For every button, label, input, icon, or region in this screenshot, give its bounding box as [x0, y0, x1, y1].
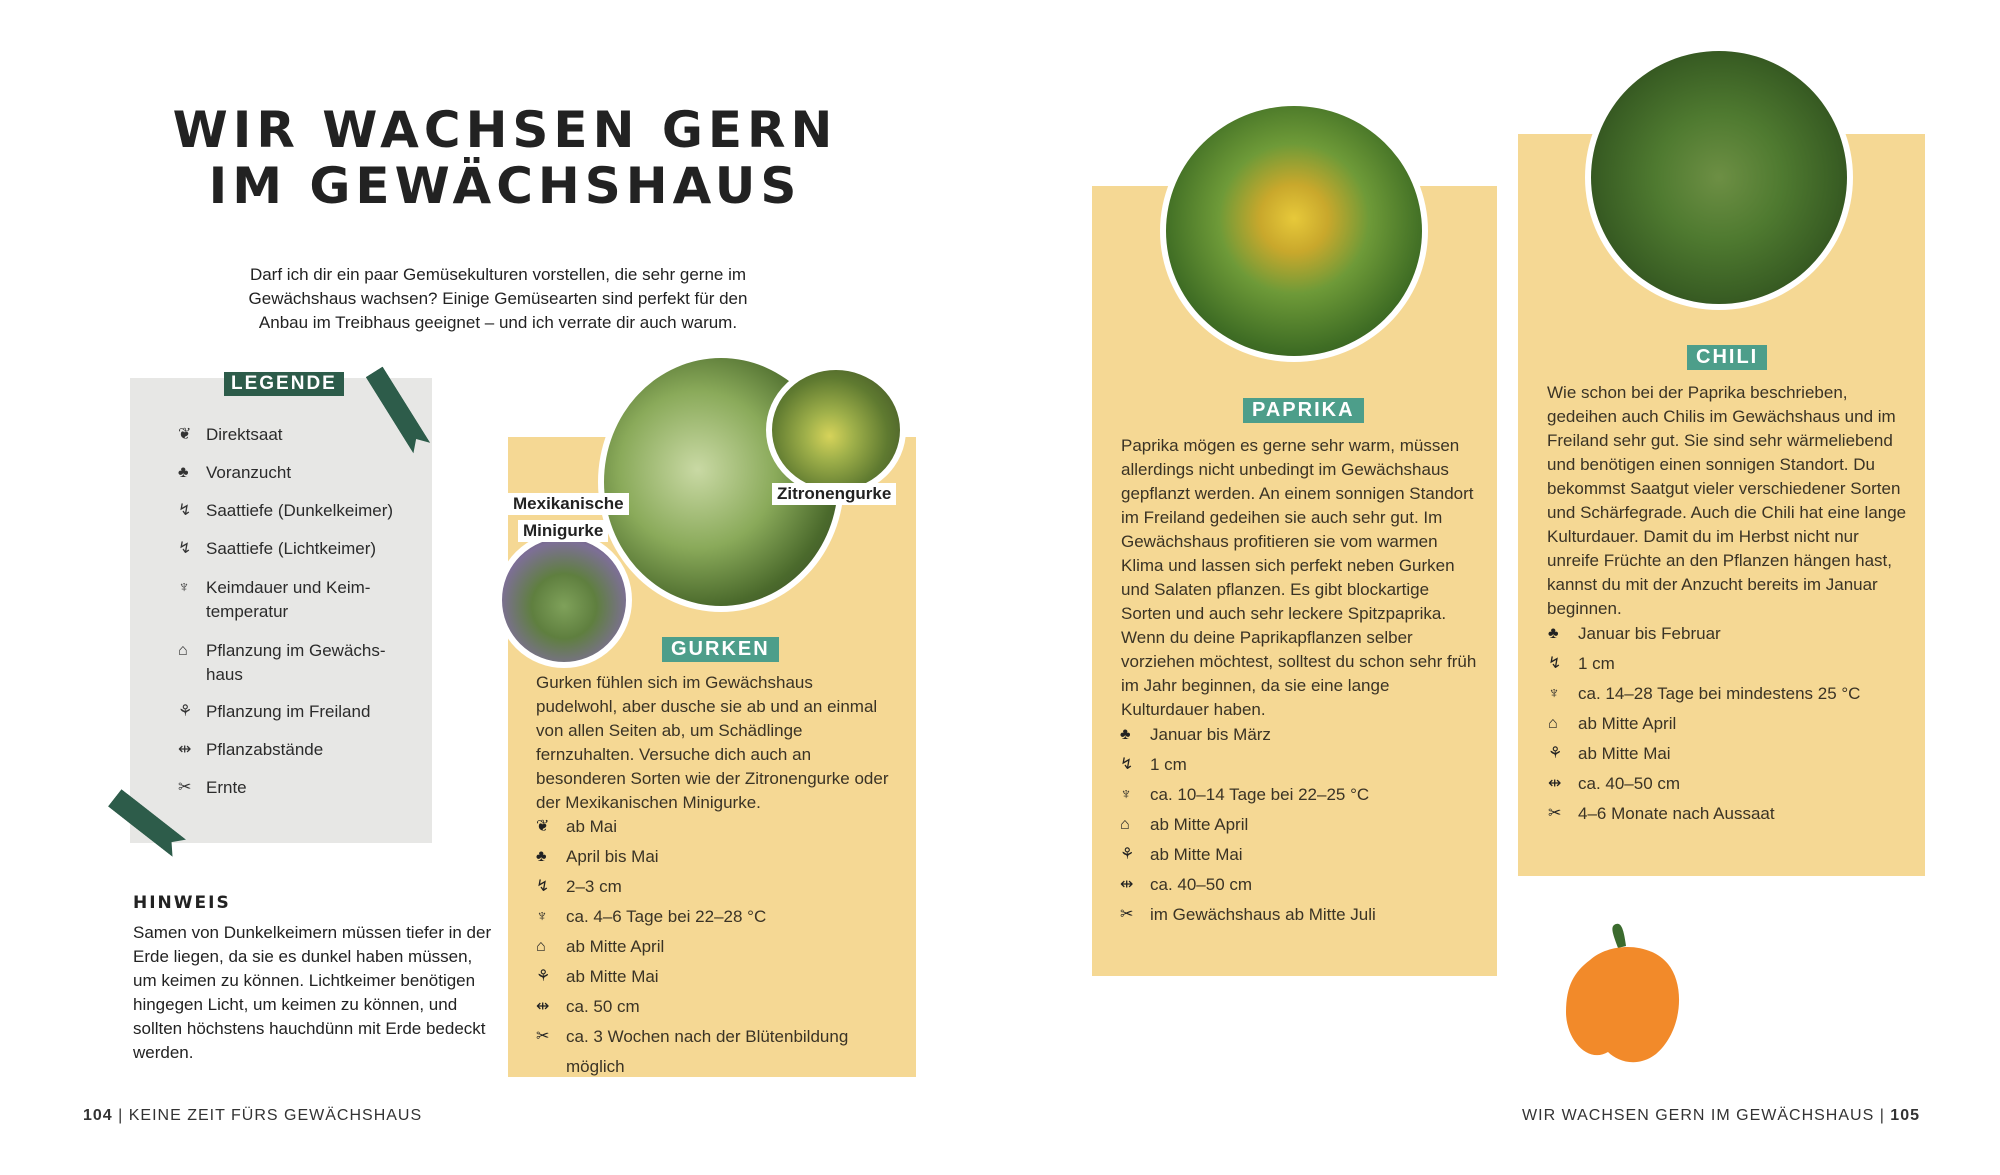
legend-item-pflanzabstaende: ⇹ Pflanzabstände [178, 738, 418, 762]
fact-row: ✂ im Gewächshaus ab Mitte Juli [1120, 900, 1485, 930]
keimdauer-icon: ♆ [536, 908, 548, 925]
footer-right: WIR WACHSEN GERN IM GEWÄCHSHAUS | 105 [1522, 1107, 1920, 1124]
voranzucht-icon: ♣ [1120, 726, 1131, 743]
ernte-icon: ✂ [178, 779, 192, 796]
footer-left-text: KEINE ZEIT FÜRS GEWÄCHSHAUS [128, 1107, 423, 1124]
pflanzung-gewaechshaus-icon: ⌂ [536, 938, 546, 955]
pflanzabstaende-icon: ⇹ [1548, 775, 1562, 792]
legend-item-pflanzung-freiland: ⚘ Pflanzung im Freiland [178, 700, 418, 724]
pflanzabstaende-icon: ⇹ [1120, 876, 1134, 893]
legend-item-saattiefe-dunkel: ↯ Saattiefe (Dunkelkeimer) [178, 499, 418, 523]
paprika-photo [1160, 100, 1428, 362]
pflanzung-freiland-icon: ⚘ [1548, 745, 1563, 762]
ernte-icon: ✂ [1120, 906, 1134, 923]
legend-title: LEGENDE [224, 372, 344, 396]
paprika-label: PAPRIKA [1243, 398, 1364, 423]
fact-row: ✂ 4–6 Monate nach Aussaat [1548, 799, 1918, 829]
ernte-icon: ✂ [536, 1028, 550, 1045]
fact-row: ⚘ ab Mitte Mai [536, 962, 906, 992]
chili-text: Wie schon bei der Paprika beschrieben, gedeihen auch Chilis im Gewächshaus und im Freiland sehr gut. Sie sind sehr wärmeliebend und benötigen einen sonnigen Standort. Du bekommst Saatgut vieler verschiedener Sorten und Schärfegrade. Auch die Chili hat eine lange Kulturdauer. Damit du im Herbst nicht nur unreife Früchte an den Pflanzen hängen hast, kannst du mit der Anzucht bereits im Januar beginnen. [1547, 383, 1907, 618]
page-title-line2: IM GEWÄCHSHAUS [208, 157, 802, 215]
keimdauer-icon: ♆ [1548, 685, 1560, 702]
voranzucht-icon: ♣ [178, 464, 189, 481]
keimdauer-icon: ♆ [178, 579, 190, 596]
gurken-facts [536, 812, 906, 1082]
photo-label-mexikanische: Mexikanische [508, 493, 629, 515]
fact-row: ⚘ ab Mitte Mai [1548, 739, 1918, 769]
paprika-text: Paprika mögen es gerne sehr warm, müssen allerdings nicht unbedingt im Gewächshaus gepflanzt werden. An einem sonnigen Standort im Freiland gedeihen sie auch sehr gut. Im Gewächshaus profitieren sie vom warmen Klima und lassen sich perfekt neben Gurken und Salaten pflanzen. Es gibt blockartige Sorten und auch sehr leckere Spitzpaprika. Wenn du deine Paprikapflanzen selber vorziehen möchtest, solltest du schon sehr früh im Jahr beginnen, da sie eine lange Kulturdauer haben. [1121, 436, 1477, 719]
fact-row: ⚘ ab Mitte Mai [1120, 840, 1485, 870]
pflanzung-gewaechshaus-icon: ⌂ [1120, 816, 1130, 833]
saattiefe-dunkel-icon: ↯ [536, 878, 550, 895]
saattiefe-licht-icon: ↯ [178, 540, 192, 557]
paprika-facts [1120, 720, 1485, 930]
voranzucht-icon: ♣ [1548, 625, 1559, 642]
voranzucht-icon: ♣ [536, 848, 547, 865]
fact-row: ↯ 1 cm [1548, 649, 1918, 679]
fact-row: ♣ Januar bis März [1120, 720, 1485, 750]
pflanzung-freiland-icon: ⚘ [1120, 846, 1135, 863]
pflanzabstaende-icon: ⇹ [178, 741, 192, 758]
keimdauer-icon: ♆ [1120, 786, 1132, 803]
fact-row: ♆ ca. 14–28 Tage bei mindestens 25 °C [1548, 679, 1918, 709]
page-title [150, 102, 860, 214]
hinweis-text: Samen von Dunkelkeimern müssen tiefer in der Erde liegen, da sie es dunkel haben müssen, um keimen zu können. Lichtkeimer benötigen hingegen Licht, um keimen zu können, und sollten höchstens hauchdünn mit Erde bedeckt werden. [133, 923, 492, 1062]
saattiefe-dunkel-icon: ↯ [1120, 756, 1134, 773]
fact-row: ✂ ca. 3 Wochen nach der Blütenbildung möglich [536, 1022, 906, 1082]
gurken-text: Gurken fühlen sich im Gewächshaus pudelwohl, aber dusche sie ab und an einmal von allen Seiten ab, um Schädlinge fernzuhalten. Versuche dich auch an besonderen Sorten wie der Zitronengurke oder der Mexikanischen Minigurke. [536, 673, 889, 812]
pflanzung-freiland-icon: ⚘ [536, 968, 551, 985]
saattiefe-dunkel-icon: ↯ [1548, 655, 1562, 672]
fact-row: ♆ ca. 10–14 Tage bei 22–25 °C [1120, 780, 1485, 810]
chili-photo [1585, 45, 1853, 310]
zitronengurke-photo [766, 364, 906, 496]
ernte-icon: ✂ [1548, 805, 1562, 822]
fact-row: ⇹ ca. 40–50 cm [1548, 769, 1918, 799]
pflanzung-freiland-icon: ⚘ [178, 703, 193, 720]
saattiefe-dunkel-icon: ↯ [178, 502, 192, 519]
gurken-label: GURKEN [662, 637, 779, 662]
fact-row: ⌂ ab Mitte April [536, 932, 906, 962]
direktsaat-icon: ❦ [178, 426, 192, 443]
hinweis-title: HINWEIS [133, 893, 231, 913]
legend-item-pflanzung-gewaechshaus: ⌂ Pflanzung im Gewächs-haus [178, 639, 418, 687]
legend-item-ernte: ✂ Ernte [178, 776, 418, 800]
photo-label-zitronengurke: Zitronengurke [772, 483, 896, 505]
footer-right-text: WIR WACHSEN GERN IM GEWÄCHSHAUS [1522, 1107, 1875, 1124]
chili-facts [1548, 619, 1918, 829]
fact-row: ⇹ ca. 40–50 cm [1120, 870, 1485, 900]
chili-label: CHILI [1687, 345, 1767, 370]
fact-row: ♣ Januar bis Februar [1548, 619, 1918, 649]
fact-row: ❦ ab Mai [536, 812, 906, 842]
page-number-right: 105 [1890, 1107, 1920, 1124]
pepper-stem [1612, 924, 1626, 948]
fact-row: ♆ ca. 4–6 Tage bei 22–28 °C [536, 902, 906, 932]
fact-row: ♣ April bis Mai [536, 842, 906, 872]
fact-row: ⌂ ab Mitte April [1548, 709, 1918, 739]
photo-label-minigurke: Minigurke [518, 520, 608, 542]
direktsaat-icon: ❦ [536, 818, 550, 835]
page-number-left: 104 [83, 1107, 113, 1124]
footer-left: 104 | KEINE ZEIT FÜRS GEWÄCHSHAUS [83, 1107, 423, 1124]
legend-item-keimdauer: ♆ Keimdauer und Keim-temperatur [178, 576, 418, 624]
fact-row: ⌂ ab Mitte April [1120, 810, 1485, 840]
intro-text: Darf ich dir ein paar Gemüsekulturen vorstellen, die sehr gerne im Gewächshaus wachsen? Einige Gemüsearten sind perfekt für den Anbau im Treibhaus geeignet – und ich verrate dir auch warum. [248, 265, 748, 332]
legend-item-saattiefe-licht: ↯ Saattiefe (Lichtkeimer) [178, 537, 418, 561]
fact-row: ↯ 2–3 cm [536, 872, 906, 902]
minigurke-photo [496, 532, 632, 668]
pepper-body [1566, 947, 1679, 1062]
legend-item-direktsaat: ❦ Direktsaat [178, 423, 418, 447]
bell-pepper-illustration [1560, 920, 1690, 1070]
pflanzabstaende-icon: ⇹ [536, 998, 550, 1015]
legend-item-voranzucht: ♣ Voranzucht [178, 461, 418, 485]
pflanzung-gewaechshaus-icon: ⌂ [178, 642, 188, 659]
page-title-line1: WIR WACHSEN GERN [172, 101, 838, 159]
pflanzung-gewaechshaus-icon: ⌂ [1548, 715, 1558, 732]
fact-row: ⇹ ca. 50 cm [536, 992, 906, 1022]
fact-row: ↯ 1 cm [1120, 750, 1485, 780]
